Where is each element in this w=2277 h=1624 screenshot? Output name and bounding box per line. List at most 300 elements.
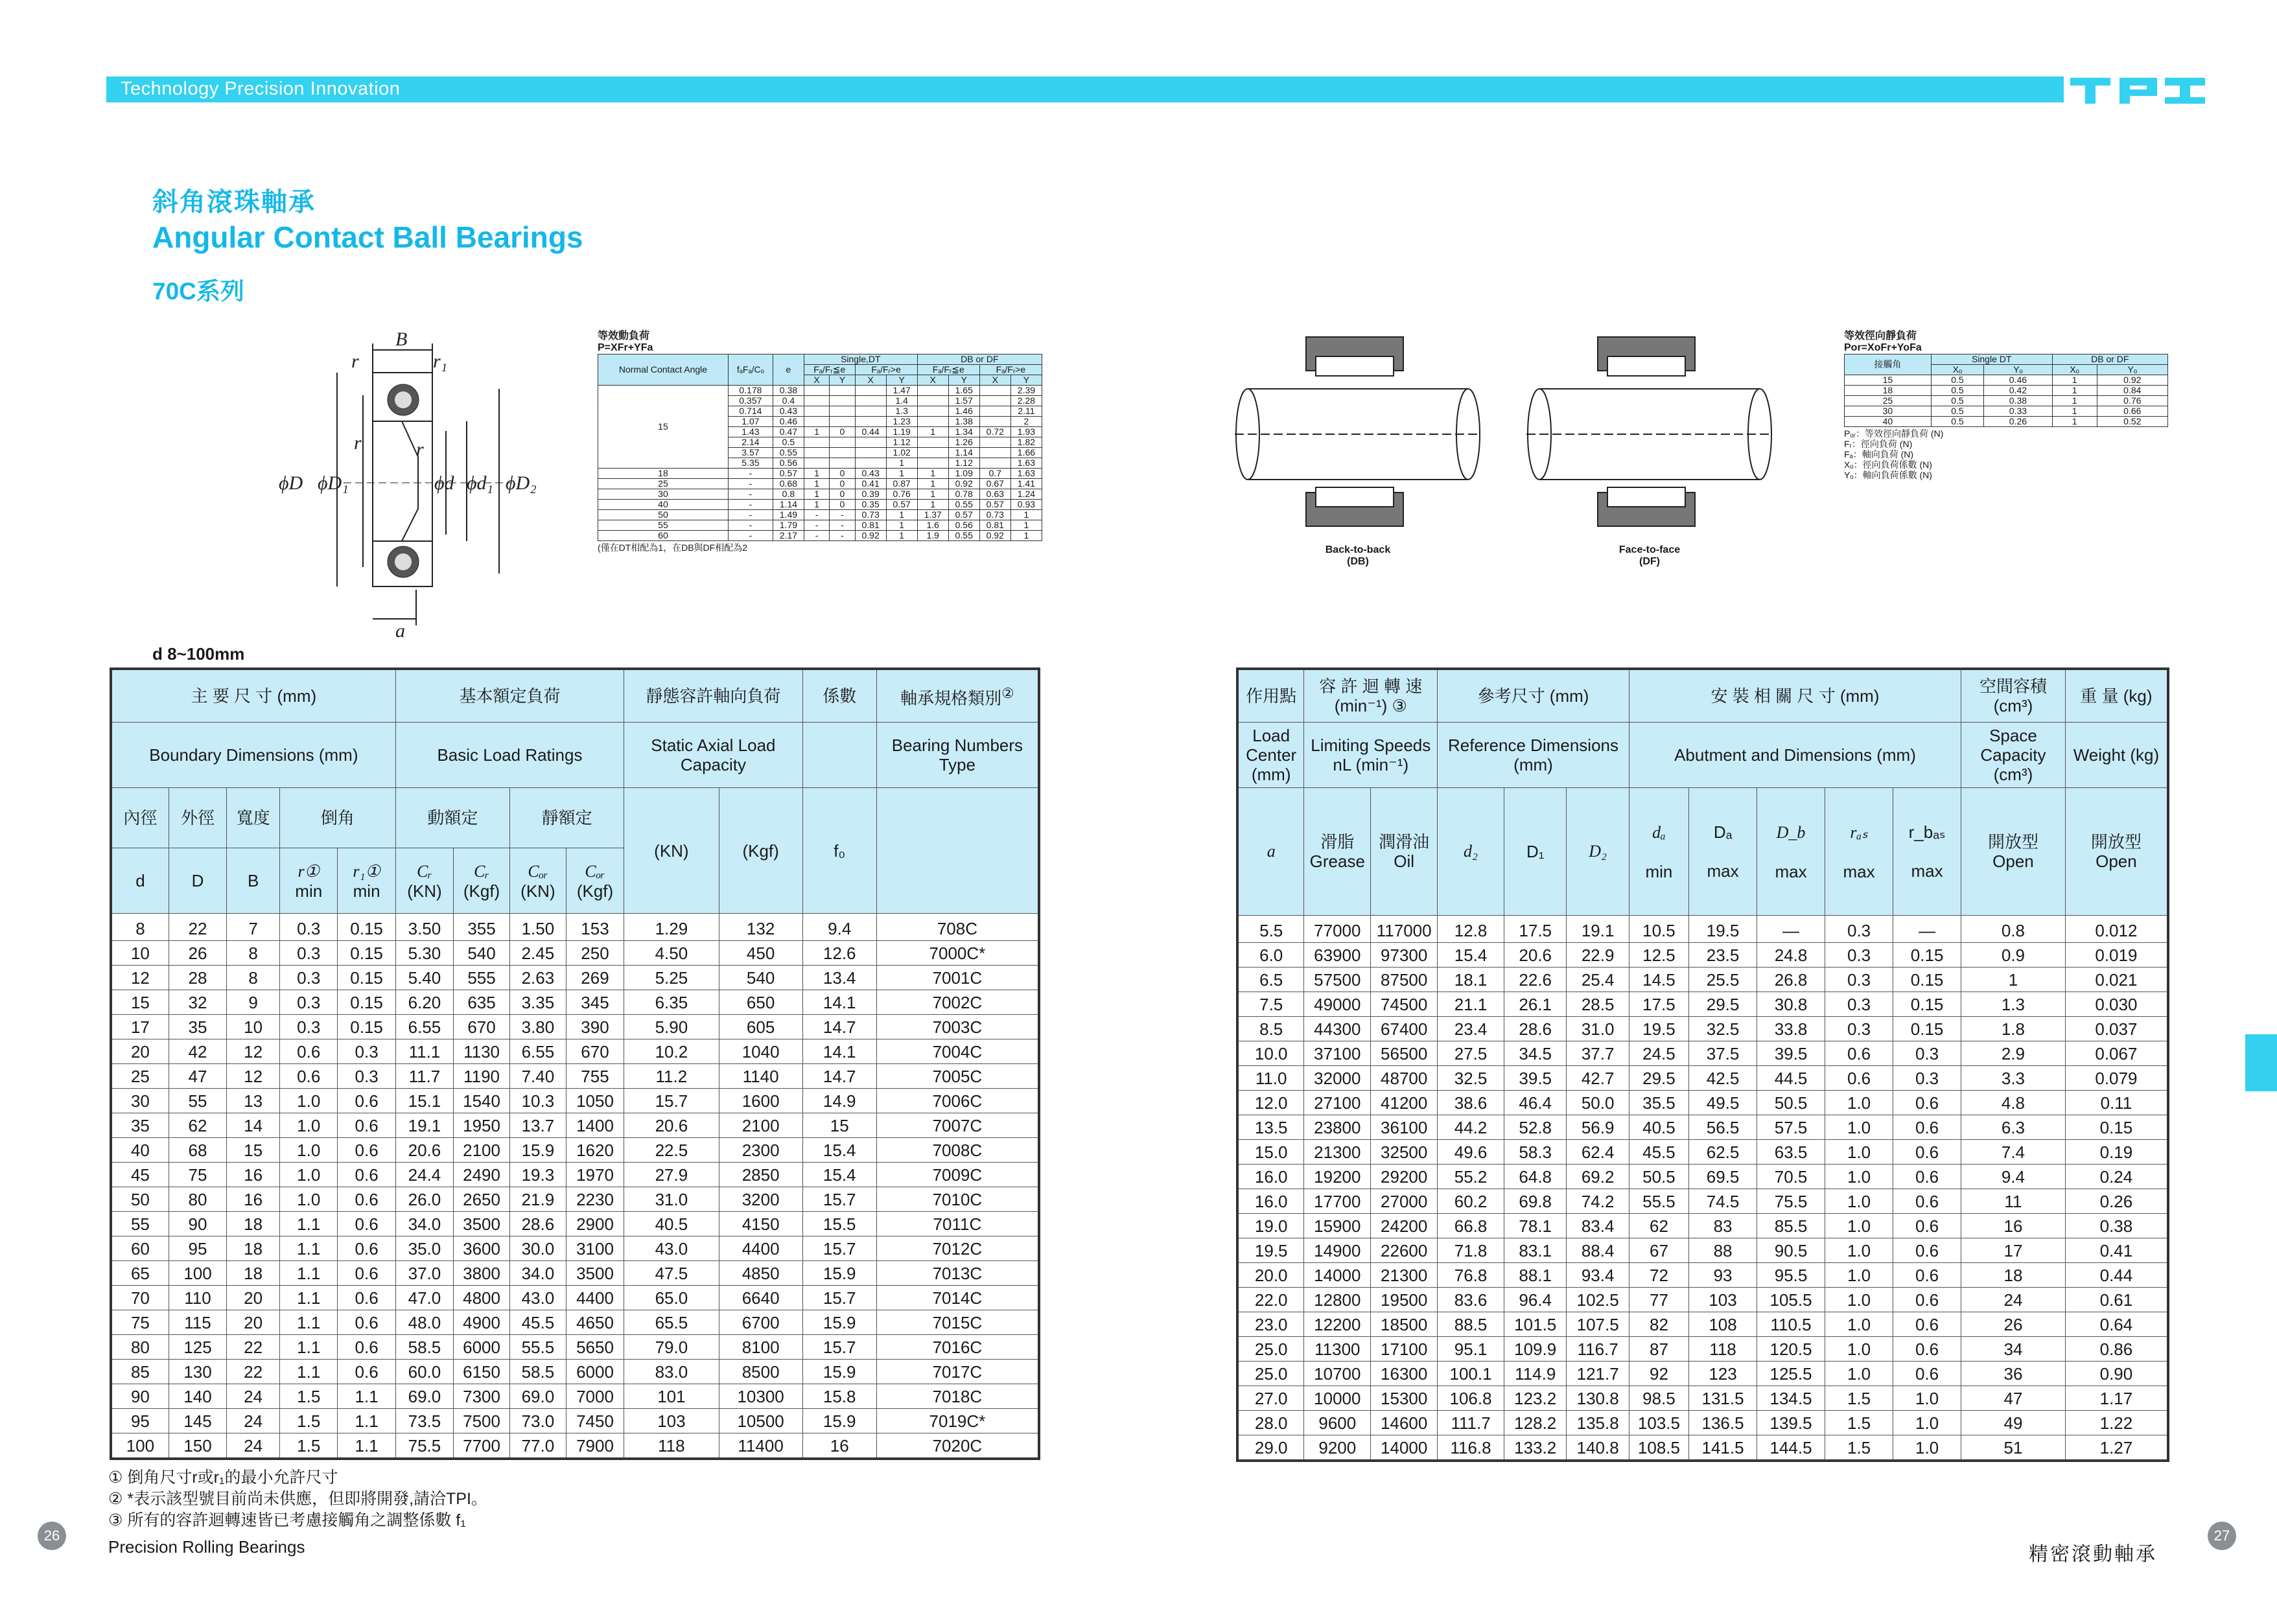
table-cell: 1.66 <box>1010 448 1042 458</box>
table-cell: 0.3 <box>280 1015 338 1039</box>
table-cell <box>855 406 886 417</box>
table-cell: 3800 <box>454 1261 510 1286</box>
table-cell: 0.5 <box>1931 386 1983 396</box>
table-cell: 0.3 <box>1825 968 1893 992</box>
table-cell: 103 <box>624 1409 719 1433</box>
table-cell: 0.15 <box>1893 968 1961 992</box>
table-row <box>1237 916 2168 943</box>
table-cell: 7900 <box>566 1433 624 1459</box>
table-cell: 65 <box>111 1261 169 1286</box>
table-cell: 1 <box>2052 386 2097 396</box>
table-cell: 43.0 <box>509 1286 566 1310</box>
table-cell: 80 <box>169 1187 226 1212</box>
table-cell: 51 <box>1961 1435 2066 1461</box>
table-cell: 0.41 <box>855 479 886 489</box>
table-cell: 7008C <box>876 1138 1039 1163</box>
dim-r-label-3: r <box>416 439 424 460</box>
table-cell: 1.1 <box>280 1286 338 1310</box>
table-cell: 70.5 <box>1757 1165 1825 1189</box>
table-cell: 20.6 <box>1504 943 1567 968</box>
table-cell: 0.6 <box>280 1064 338 1089</box>
h-main-cn: 主 要 尺 寸 (mm) <box>111 669 395 723</box>
table-cell: 17 <box>1961 1238 2066 1263</box>
table-row <box>598 510 1042 520</box>
table-cell: 0.55 <box>773 448 804 458</box>
table-cell: 3.3 <box>1961 1066 2066 1091</box>
table-cell: 32.5 <box>1438 1066 1504 1091</box>
table-cell: 1 <box>917 500 948 510</box>
table-cell: 1040 <box>719 1039 802 1064</box>
table-cell: 73.5 <box>395 1409 453 1433</box>
table-cell: 13.5 <box>1237 1115 1304 1140</box>
table-cell: 50 <box>111 1187 169 1212</box>
table-cell: 93 <box>1689 1263 1757 1288</box>
table-cell: 108.5 <box>1629 1435 1688 1461</box>
table-cell <box>917 417 948 427</box>
table-cell <box>830 417 855 427</box>
table-cell: 8 <box>227 941 280 966</box>
table-cell: 1.5 <box>1825 1411 1893 1435</box>
table-cell: 49.6 <box>1438 1140 1504 1165</box>
table-cell: 1.22 <box>2065 1411 2168 1435</box>
table-cell: 21.1 <box>1438 992 1504 1017</box>
table-cell: 83.4 <box>1567 1214 1629 1238</box>
table-row <box>598 500 1042 510</box>
table-cell: 78.1 <box>1504 1214 1567 1238</box>
table-cell: 0.3 <box>280 941 338 966</box>
table-cell: 60.0 <box>395 1360 453 1384</box>
table-cell: 7500 <box>454 1409 510 1433</box>
table-cell: 22 <box>227 1335 280 1360</box>
table-cell: 6000 <box>454 1335 510 1360</box>
table-cell: 35 <box>169 1015 226 1039</box>
table-cell: 3.80 <box>509 1015 566 1039</box>
table-cell: 24.4 <box>395 1163 453 1187</box>
table-cell: 1.0 <box>280 1187 338 1212</box>
table-row <box>111 1384 1039 1409</box>
table-cell: 0.5 <box>1931 406 1983 417</box>
table-cell: 0.15 <box>338 1015 395 1039</box>
table-cell: 450 <box>719 941 802 966</box>
table-cell <box>917 458 948 469</box>
table-cell: 0.87 <box>886 479 917 489</box>
table-cell: 65.5 <box>624 1310 719 1335</box>
table-cell: 14.1 <box>802 990 876 1015</box>
table-cell: 7005C <box>876 1064 1039 1089</box>
table-cell: 83.1 <box>1504 1238 1567 1263</box>
table-row <box>111 1064 1039 1089</box>
table-cell: 0.6 <box>1893 1312 1961 1337</box>
table-cell: 50.0 <box>1567 1091 1629 1115</box>
table-cell: 12.5 <box>1629 943 1688 968</box>
table-cell: 24 <box>227 1409 280 1433</box>
table-row <box>1237 1115 2168 1140</box>
table-cell: 44.5 <box>1757 1066 1825 1091</box>
table-cell: 65.0 <box>624 1286 719 1310</box>
table-cell: 7002C <box>876 990 1039 1015</box>
table-cell: 60 <box>598 531 729 541</box>
table-cell: 0.72 <box>979 427 1010 437</box>
table-cell: 90.5 <box>1757 1238 1825 1263</box>
table-cell: 20.6 <box>624 1113 719 1138</box>
table-cell: 17700 <box>1304 1189 1371 1214</box>
table-cell: 3500 <box>566 1261 624 1286</box>
table-cell: 540 <box>719 966 802 990</box>
table-cell: 0.15 <box>338 990 395 1015</box>
table-cell <box>804 396 829 406</box>
brand-logo <box>2068 67 2210 113</box>
table-cell: 0.5 <box>1931 396 1983 406</box>
dim-B-label: B <box>395 329 408 350</box>
table-cell: 22.9 <box>1567 943 1629 968</box>
table-cell: 4400 <box>719 1236 802 1261</box>
h-loadcenter-cn: 作用點 <box>1237 669 1304 723</box>
table-row <box>111 1113 1039 1138</box>
table-cell: 0.6 <box>338 1335 395 1360</box>
table-cell: 130 <box>169 1360 226 1384</box>
table-row <box>1237 1214 2168 1238</box>
dynamic-load-note: (僅在DT相配為1，在DB與DF相配為2 <box>598 542 748 553</box>
table-cell: 75.5 <box>1757 1189 1825 1214</box>
table-cell <box>830 386 855 396</box>
table-cell: 34.0 <box>395 1212 453 1236</box>
table-cell: 1.63 <box>1010 469 1042 479</box>
df-code: (DF) <box>1639 556 1660 567</box>
table-cell: 7014C <box>876 1286 1039 1310</box>
table-row <box>111 1212 1039 1236</box>
table-cell: 7.40 <box>509 1064 566 1089</box>
table-cell: 0.38 <box>2065 1214 2168 1238</box>
table-cell: 1.14 <box>948 448 979 458</box>
table-cell: 1.0 <box>1825 1238 1893 1263</box>
static-load-formula: Por=XoFr+YoFa <box>1844 342 1922 353</box>
table-cell: 30.8 <box>1757 992 1825 1017</box>
table-cell: 17 <box>111 1015 169 1039</box>
table-cell: 0.73 <box>855 510 886 520</box>
table-cell: 116.7 <box>1567 1337 1629 1362</box>
table-cell: 144.5 <box>1757 1435 1825 1461</box>
table-cell: 67400 <box>1371 1017 1438 1041</box>
table-cell: 6.55 <box>395 1015 453 1039</box>
table-cell: 0.43 <box>773 406 804 417</box>
table-cell: 57500 <box>1304 968 1371 992</box>
table-cell: 1 <box>886 458 917 469</box>
table-cell: 1.27 <box>2065 1435 2168 1461</box>
table-cell: 62.4 <box>1567 1140 1629 1165</box>
table-cell: 1 <box>886 510 917 520</box>
table-cell: 3.35 <box>509 990 566 1015</box>
table-cell: 45.5 <box>1629 1140 1688 1165</box>
table-cell: 88.4 <box>1567 1238 1629 1263</box>
table-cell: 1 <box>1010 510 1042 520</box>
table-cell: 45 <box>111 1163 169 1187</box>
table-cell: 16 <box>802 1433 876 1459</box>
table-cell: 1.3 <box>886 406 917 417</box>
table-cell: - <box>804 531 829 541</box>
table-cell: 1.07 <box>728 417 773 427</box>
table-cell: 35 <box>111 1113 169 1138</box>
table-cell: 80 <box>111 1335 169 1360</box>
table-cell: 24.8 <box>1757 943 1825 968</box>
table-cell: 69.5 <box>1689 1165 1757 1189</box>
table-cell: 8 <box>111 914 169 941</box>
table-cell: 0.3 <box>1825 916 1893 943</box>
table-cell: 635 <box>454 990 510 1015</box>
table-cell: 47.5 <box>624 1261 719 1286</box>
table-cell: 2.63 <box>509 966 566 990</box>
table-cell: 43.0 <box>624 1236 719 1261</box>
table-cell: 25.0 <box>1237 1362 1304 1386</box>
table-cell: 15.9 <box>509 1138 566 1163</box>
table-cell: 1.34 <box>948 427 979 437</box>
table-cell: 19.5 <box>1237 1238 1304 1263</box>
table-cell: 7 <box>227 914 280 941</box>
table-cell: - <box>728 489 773 500</box>
table-cell: 118 <box>1689 1337 1757 1362</box>
table-row <box>1237 1386 2168 1411</box>
side-tab-marker <box>2245 1034 2277 1091</box>
table-cell: 24 <box>227 1433 280 1459</box>
table-cell: 20.0 <box>1237 1263 1304 1288</box>
table-cell: 0.3 <box>1893 1066 1961 1091</box>
table-row <box>1237 1411 2168 1435</box>
table-cell: 555 <box>454 966 510 990</box>
table-cell: 10000 <box>1304 1386 1371 1411</box>
table-cell <box>917 448 948 458</box>
table-cell: 0.44 <box>855 427 886 437</box>
table-cell: 56500 <box>1371 1041 1438 1066</box>
table-cell: 4850 <box>719 1261 802 1286</box>
table-cell: 0.92 <box>855 531 886 541</box>
table-cell: 0.47 <box>773 427 804 437</box>
table-cell: 28.0 <box>1237 1411 1304 1435</box>
table-cell: 14.5 <box>1629 968 1688 992</box>
table-cell: 15300 <box>1371 1386 1438 1411</box>
table-cell: 85.5 <box>1757 1214 1825 1238</box>
table-cell: 38.6 <box>1438 1091 1504 1115</box>
legend-line: Xₒ：徑向負荷係數 (N) <box>1844 459 1932 470</box>
db-code: (DB) <box>1347 556 1369 567</box>
table-cell: 15.7 <box>802 1335 876 1360</box>
table-cell <box>855 396 886 406</box>
table-cell: 7003C <box>876 1015 1039 1039</box>
table-cell: 35.0 <box>395 1236 453 1261</box>
table-cell: 140.8 <box>1567 1435 1629 1461</box>
table-row <box>1237 1091 2168 1115</box>
table-cell: 7007C <box>876 1113 1039 1138</box>
table-cell: 25.0 <box>1237 1337 1304 1362</box>
table-cell: 58.5 <box>509 1360 566 1384</box>
table-cell: 70 <box>111 1286 169 1310</box>
table-cell: 47.0 <box>395 1286 453 1310</box>
table-cell: 0.11 <box>2065 1091 2168 1115</box>
dim-r1-label: r₁ <box>433 351 448 372</box>
table-cell: 7000C* <box>876 941 1039 966</box>
table-cell: 14600 <box>1371 1411 1438 1435</box>
table-cell: 56.9 <box>1567 1115 1629 1140</box>
table-cell: 1.57 <box>948 396 979 406</box>
table-cell: 1.12 <box>886 437 917 448</box>
table-cell: 0.92 <box>979 531 1010 541</box>
table-cell: 100.1 <box>1438 1362 1504 1386</box>
table-cell: 50.5 <box>1757 1091 1825 1115</box>
table-row <box>111 1433 1039 1459</box>
table-cell: 0.55 <box>948 531 979 541</box>
table-cell: 1 <box>1010 520 1042 531</box>
table-cell: 3200 <box>719 1187 802 1212</box>
table-cell: 0.6 <box>338 1212 395 1236</box>
table-cell: 0.3 <box>280 966 338 990</box>
brand-text: TPI <box>2068 67 2069 68</box>
table-cell: 134.5 <box>1757 1386 1825 1411</box>
table-cell: 16.0 <box>1237 1165 1304 1189</box>
table-cell: 108 <box>1689 1312 1757 1337</box>
table-cell: 1050 <box>566 1089 624 1113</box>
table-cell: 7015C <box>876 1310 1039 1335</box>
table-cell: 9.4 <box>1961 1165 2066 1189</box>
table-cell: 12200 <box>1304 1312 1371 1337</box>
table-cell: 110 <box>169 1286 226 1310</box>
table-row <box>1237 1288 2168 1312</box>
table-cell <box>855 417 886 427</box>
table-row <box>598 489 1042 500</box>
table-cell: 40.5 <box>624 1212 719 1236</box>
df-label: Face-to-face <box>1618 544 1681 555</box>
table-cell: 0.6 <box>338 1261 395 1286</box>
table-cell: 10500 <box>719 1409 802 1433</box>
table-cell: 22.5 <box>624 1138 719 1163</box>
table-cell: 15.9 <box>802 1409 876 1433</box>
table-cell: 605 <box>719 1015 802 1039</box>
table-cell: 1.0 <box>1825 1337 1893 1362</box>
dynamic-load-table: Normal Contact Angle fₐFₐ/Cₒ e Single,DT DB or DF Fₐ/Fᵣ≦e Fₐ/Fᵣ>e Fₐ/Fᵣ≦e Fₐ/Fᵣ>e X Y X Y X Y X Y 15 0.178 0.38 1.47 1.65 2.39 0.357 0.4 1.4 1.57 2.28 0.714 0.43 1.3 1.46 2.11 1.07 0.46 1.23 1.38 2 1.43 0.47 1 0 0.44 1.19 1 1.34 0.72 1.93 2.14 0.5 1.12 1.26 1.82 3.57 0.55 1.02 1.14 1.66 5.35 0.56 1 1.12 1.63 18 - 0.57 1 0 0.43 1 1 1.09 0.7 1.63 25 - 0.68 1 0 0.41 0.87 1 0.92 0.67 1.41 30 - 0.8 1 0 0.39 0.76 1 0.78 0.63 1.24 40 - 1.14 1 0 0.35 0.57 1 0.55 0.57 0.93 50 - 1.49 - - 0.73 1 1.37 0.57 0.73 1 55 - 1.79 - - 0.81 1 1.6 0.56 0.81 1 60 - 2.17 - - 0.92 1 1.9 0.55 0.92 1 <box>598 354 1042 541</box>
table-cell: 40 <box>111 1138 169 1163</box>
table-row <box>1845 417 2168 427</box>
table-cell: 58.3 <box>1504 1140 1567 1165</box>
table-cell: 55 <box>111 1212 169 1236</box>
table-cell: 15.9 <box>802 1310 876 1335</box>
table-cell: 6.35 <box>624 990 719 1015</box>
table-cell: 0.46 <box>773 417 804 427</box>
table-cell: 1.23 <box>886 417 917 427</box>
table-cell: 1.0 <box>1825 1362 1893 1386</box>
table-cell: 73.0 <box>509 1409 566 1433</box>
table-cell: - <box>830 510 855 520</box>
table-row <box>111 1163 1039 1187</box>
table-cell: 1.5 <box>1825 1386 1893 1411</box>
legend-line: Pₒᵣ：等效徑向靜負荷 (N) <box>1844 428 1944 439</box>
table-cell: 2.9 <box>1961 1041 2066 1066</box>
table-cell: 22600 <box>1371 1238 1438 1263</box>
table-cell: 77000 <box>1304 916 1371 943</box>
table-cell: 1.1 <box>280 1335 338 1360</box>
table-cell: 102.5 <box>1567 1288 1629 1312</box>
table-cell: 35.5 <box>1629 1091 1688 1115</box>
table-cell: 0.6 <box>338 1138 395 1163</box>
table-cell: 100 <box>169 1261 226 1286</box>
table-cell: 6150 <box>454 1360 510 1384</box>
table-cell: 7001C <box>876 966 1039 990</box>
table-cell: 0.037 <box>2065 1017 2168 1041</box>
table-cell: 1.0 <box>1825 1091 1893 1115</box>
table-cell: 7700 <box>454 1433 510 1459</box>
table-cell: 2300 <box>719 1138 802 1163</box>
table-cell: 2.28 <box>1010 396 1042 406</box>
table-cell: 111.7 <box>1438 1411 1504 1435</box>
table-cell: 32000 <box>1304 1066 1371 1091</box>
h-static-en: Static Axial Load Capacity <box>624 723 802 788</box>
table-cell: 40 <box>1845 417 1932 427</box>
table-cell: 0.61 <box>2065 1288 2168 1312</box>
table-cell: 39.5 <box>1504 1066 1567 1091</box>
table-cell: 66.8 <box>1438 1214 1504 1238</box>
table-cell: 0.15 <box>1893 1017 1961 1041</box>
table-cell: 20 <box>227 1286 280 1310</box>
table-cell: 130.8 <box>1567 1386 1629 1411</box>
table-row <box>1237 1435 2168 1461</box>
table-cell: 1.43 <box>728 427 773 437</box>
table-cell: 7009C <box>876 1163 1039 1187</box>
table-cell: 88.1 <box>1504 1263 1567 1288</box>
table-cell: 18.1 <box>1438 968 1504 992</box>
table-cell: 1.24 <box>1010 489 1042 500</box>
table-cell: 0.4 <box>773 396 804 406</box>
table-cell: 0.76 <box>2097 396 2167 406</box>
table-cell: 7.5 <box>1237 992 1304 1017</box>
table-cell: 1970 <box>566 1163 624 1187</box>
table-cell: 109.9 <box>1504 1337 1567 1362</box>
table-cell: 90 <box>111 1384 169 1409</box>
table-cell: 0.57 <box>979 500 1010 510</box>
table-cell: 52.8 <box>1504 1115 1567 1140</box>
table-cell <box>804 386 829 396</box>
table-cell: 0.9 <box>1961 943 2066 968</box>
table-row <box>1845 396 2168 406</box>
table-cell: 25 <box>598 479 729 489</box>
table-cell: 1140 <box>719 1064 802 1089</box>
table-row <box>1237 1337 2168 1362</box>
table-cell: 1.19 <box>886 427 917 437</box>
table-cell: 63900 <box>1304 943 1371 968</box>
table-row <box>1237 1263 2168 1288</box>
table-cell: 9.4 <box>802 914 876 941</box>
table-cell: 55 <box>598 520 729 531</box>
table-cell: 15.4 <box>1438 943 1504 968</box>
table-cell: 18 <box>227 1236 280 1261</box>
table-cell: 19.5 <box>1689 916 1757 943</box>
table-cell: 25 <box>1845 396 1932 406</box>
table-cell: 1.0 <box>1825 1214 1893 1238</box>
table-cell: 1.0 <box>1825 1288 1893 1312</box>
table-cell: 95 <box>111 1409 169 1433</box>
table-cell: 7010C <box>876 1187 1039 1212</box>
table-cell <box>804 417 829 427</box>
table-cell: 0.6 <box>338 1089 395 1113</box>
table-cell: 58.5 <box>395 1335 453 1360</box>
table-cell: 2100 <box>454 1138 510 1163</box>
table-cell: 83 <box>1689 1214 1757 1238</box>
h-main-en: Boundary Dimensions (mm) <box>111 723 395 788</box>
table-cell: 106.8 <box>1438 1386 1504 1411</box>
h-type-cn: 軸承規格類別② <box>876 669 1039 723</box>
table-cell: 2900 <box>566 1212 624 1236</box>
table-cell: 0.6 <box>1893 1238 1961 1263</box>
table-cell: 98.5 <box>1629 1386 1688 1411</box>
table-cell: 0.63 <box>979 489 1010 500</box>
table-cell: 48.0 <box>395 1310 453 1335</box>
table-cell <box>917 437 948 448</box>
table-cell: 29.5 <box>1689 992 1757 1017</box>
